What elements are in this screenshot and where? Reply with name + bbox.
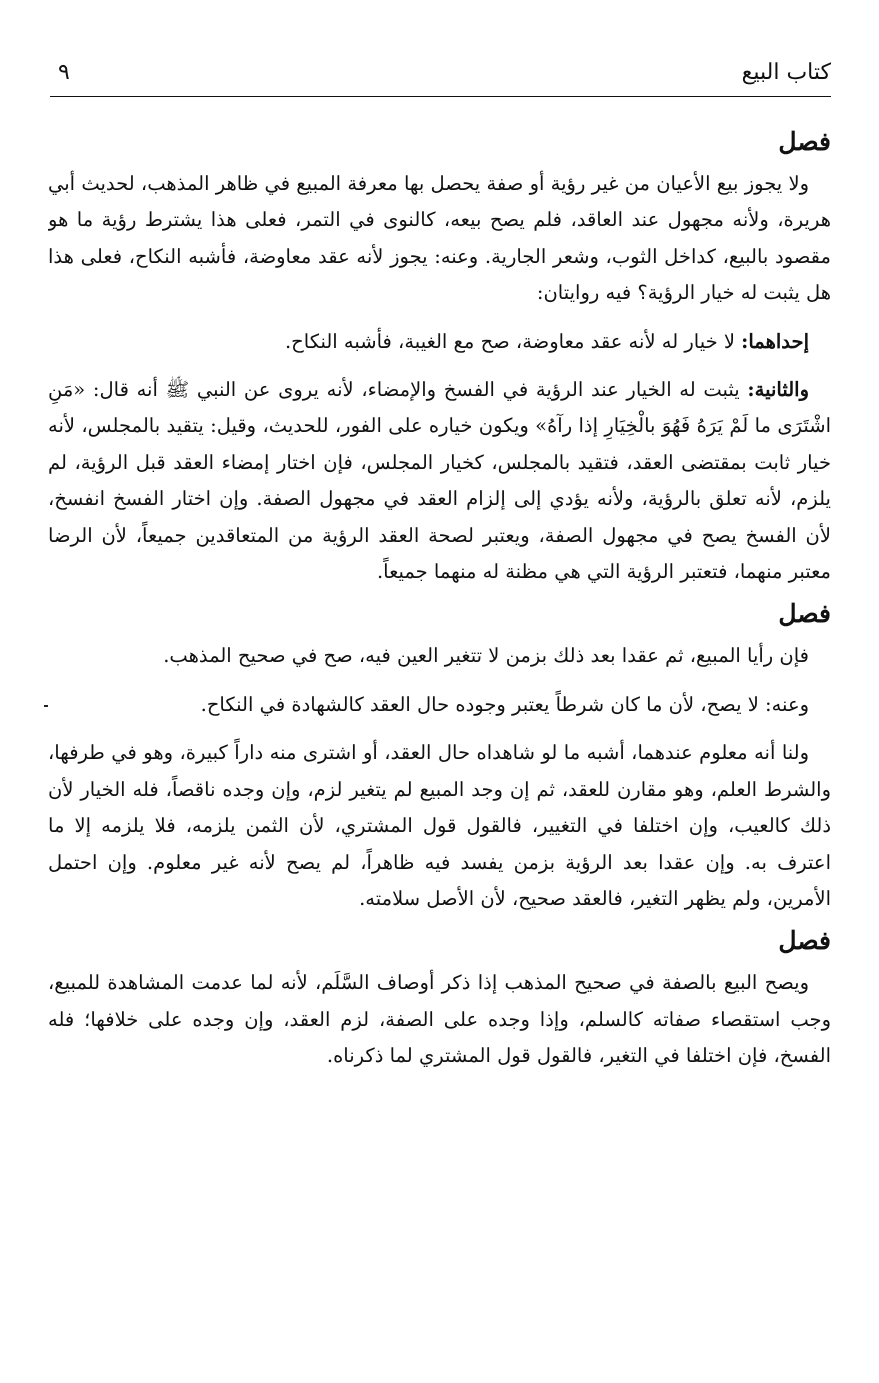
section-heading: فصل xyxy=(778,599,831,629)
section-3 xyxy=(48,923,831,1074)
paragraph-text: فإن رأيا المبيع، ثم عقدا بعد ذلك بزمن لا تتغير العين فيه، صح في صحيح المذهب. xyxy=(163,644,809,668)
section-1 xyxy=(48,124,831,590)
section-heading: فصل xyxy=(778,127,831,156)
running-header xyxy=(50,58,831,92)
page-body xyxy=(48,124,831,1343)
header-divider xyxy=(50,96,831,97)
page-number: ٩ xyxy=(58,60,70,85)
section-2 xyxy=(48,596,831,917)
paragraph xyxy=(48,687,831,723)
paragraph xyxy=(48,372,831,590)
paragraph-text: ولنا أنه معلوم عندهما، أشبه ما لو شاهداه حال العقد، أو اشترى منه داراً كبيرة، وهو في طرفها، والشرط العلم، وهو مقارن للعقد، ثم إن وجد المبيع لم يتغير لزم، وإن وجده ناقصاً، فله الخيار لأن ذلك كالعيب، وإن اختلفا في التغيير، فالقول قول المشتري، لأن الثمن يلزمه، فلا يلزمه إلا ما اعترف به. وإن عقدا بعد الرؤية بزمن يفسد فيه ظاهراً، لم يصح لأنه غير معلوم. وإن احتمل الأمرين، ولم يظهر التغير، فالعقد صحيح، لأن الأصل سلامته. xyxy=(48,741,831,910)
paragraph xyxy=(48,166,831,312)
header-title: كتاب البيع xyxy=(741,60,831,85)
paragraph-lead: والثانية: xyxy=(747,378,809,402)
paragraph-lead: إحداهما: xyxy=(741,329,809,353)
paragraph xyxy=(48,324,831,360)
paragraph-text: لا خيار له لأنه عقد معاوضة، صح مع الغيبة، فأشبه النكاح. xyxy=(284,329,742,353)
paragraph-text: يثبت له الخيار عند الرؤية في الفسخ والإمضاء، لأنه يروى عن النبي ﷺ أنه قال: «مَنِ اشْتَرَى ما لَمْ يَرَهُ فَهُوَ بالْخِيَارِ إذا رآهُ» ويكون خياره على الفور، للحديث، وقيل: يتقيد بالمجلس، لأنه خيار ثابت بمقتضى العقد، فتقيد بالمجلس، كخيار المجلس، فإن اختار إمضاء العقد قبل الرؤية، لم يلزم، لأنه تعلق بالرؤية، ولأنه يؤدي إلى إلزام العقد في مجهول الصفة. وإن اختار الفسخ انفسخ، لأن الفسخ يصح في مجهول الصفة، ويعتبر لصحة العقد الرؤية من المتعاقدين جميعاً، لأن الرضا معتبر منهما، فتعتبر الرؤية التي هي مظنة له منهما جميعاً. xyxy=(48,378,831,584)
paragraph xyxy=(48,638,831,674)
paragraph-text: وعنه: لا يصح، لأن ما كان شرطاً يعتبر وجوده حال العقد كالشهادة في النكاح. xyxy=(200,692,809,716)
paragraph xyxy=(48,965,831,1074)
section-heading: فصل xyxy=(778,926,831,956)
paragraph-text: ولا يجوز بيع الأعيان من غير رؤية أو صفة يحصل بها معرفة المبيع في ظاهر المذهب، لحديث أبي هريرة، ولأنه مجهول عند العاقد، فلم يصح بيعه، كالنوى في التمر، فعلى هذا يشترط رؤية ما هو مقصود بالبيع، كداخل الثوب، وشعر الجارية. وعنه: يجوز لأنه عقد معاوضة، فأشبه النكاح، فعلى هذا هل يثبت له خيار الرؤية؟ فيه روايتان: xyxy=(48,172,831,305)
paragraph-text: ويصح البيع بالصفة في صحيح المذهب إذا ذكر أوصاف السَّلَم، لأنه لما عدمت المشاهدة للمبيع، وجب استقصاء صفاته كالسلم، وإذا وجده على الصفة، لزم العقد، وإن وجده على خلافها؛ فله الفسخ، فإن اختلفا في التغير، فالقول قول المشتري لما ذكرناه. xyxy=(48,971,831,1068)
paragraph xyxy=(48,735,831,917)
